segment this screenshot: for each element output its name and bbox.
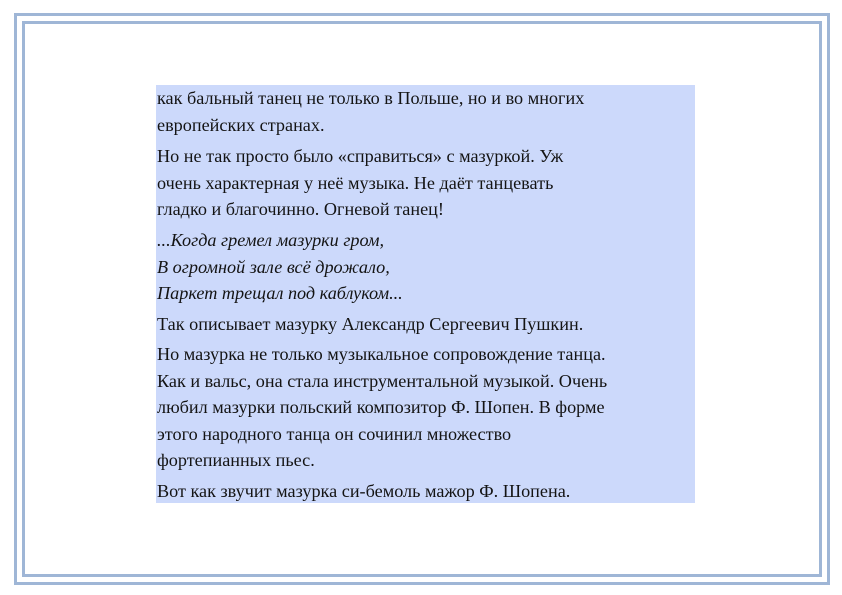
paragraph-pushkin bbox=[157, 311, 583, 338]
poem-line: Паркет трещал под каблуком... bbox=[157, 283, 403, 304]
text-line: этого народного танца он сочинил множество bbox=[157, 423, 512, 444]
text-line: Но мазурка не только музыкальное сопровождение танца. bbox=[157, 344, 606, 364]
text-line: европейских странах. bbox=[157, 114, 325, 135]
text-line: Как и вальс, она стала инструментальной музыкой. Очень bbox=[157, 370, 608, 391]
text-line: Но не так просто было «справиться» с мазуркой. Уж bbox=[157, 146, 564, 166]
text-line: гладко и благочинно. Огневой танец! bbox=[157, 199, 444, 220]
text-block bbox=[156, 85, 695, 503]
text-line: Вот как звучит мазурка си-бемоль мажор Ф. Шопена. bbox=[157, 481, 571, 501]
paragraph-intro bbox=[157, 85, 584, 138]
paragraph-listen bbox=[157, 478, 570, 503]
paragraph-chopin bbox=[157, 341, 607, 474]
poem-line: В огромной зале всё дрожало, bbox=[157, 256, 390, 277]
text-line: очень характерная у неё музыка. Не даёт танцевать bbox=[157, 172, 554, 193]
text-line: Так описывает мазурку Александр Сергеевич Пушкин. bbox=[157, 314, 584, 334]
text-line: как бальный танец не только в Польше, но и во многих bbox=[157, 88, 585, 108]
text-line: фортепианных пьес. bbox=[157, 450, 315, 471]
paragraph-character bbox=[157, 143, 563, 223]
text-line: любил мазурки польский композитор Ф. Шопен. В форме bbox=[157, 397, 605, 418]
poem-line: ...Когда гремел мазурки гром, bbox=[157, 230, 385, 250]
paragraph-poem-quote bbox=[157, 227, 403, 307]
